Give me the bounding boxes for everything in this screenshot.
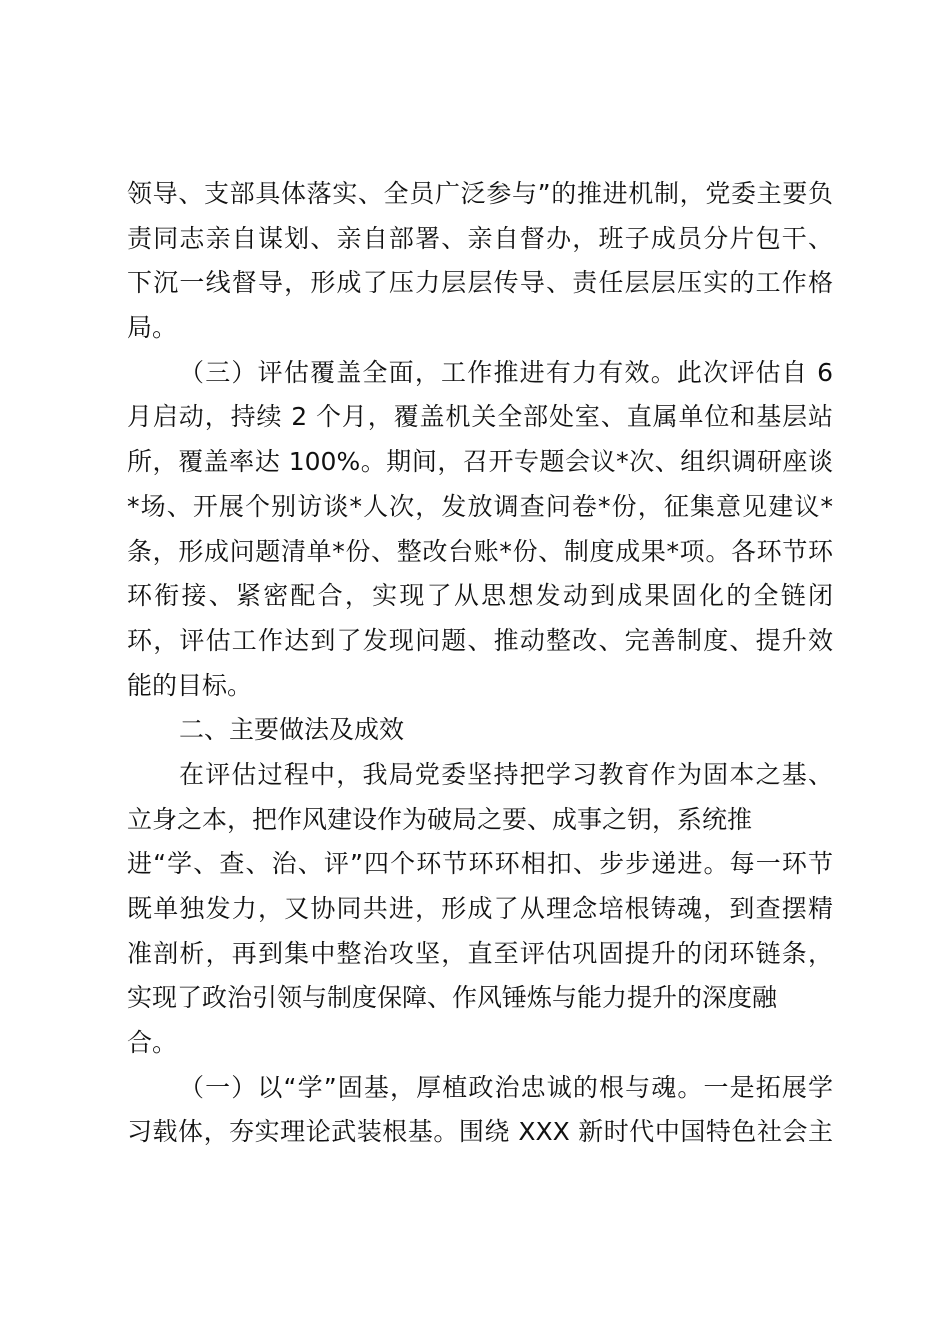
text-line: 所，覆盖率达 100%。期间，召开专题会议*次、组织调研座谈 bbox=[127, 447, 833, 477]
text-line: 局。 bbox=[127, 313, 178, 343]
text-line: 实现了政治引领与制度保障、作风锤炼与能力提升的深度融 bbox=[127, 983, 778, 1013]
text-line: 在评估过程中，我局党委坚持把学习教育作为固本之基、 bbox=[179, 759, 833, 789]
text-line: 下沉一线督导，形成了压力层层传导、责任层层压实的工作格 bbox=[127, 268, 833, 298]
text-line: 能的目标。 bbox=[127, 670, 253, 700]
text-line: 月启动，持续 2 个月，覆盖机关全部处室、直属单位和基层站 bbox=[127, 402, 833, 432]
text-line: 进“学、查、治、评”四个环节环环相扣、步步递进。每一环节 bbox=[127, 849, 833, 879]
text-line: 准剖析，再到集中整治攻坚，直至评估巩固提升的闭环链条， bbox=[127, 938, 833, 968]
text-line: 领导、支部具体落实、全员广泛参与”的推进机制，党委主要负 bbox=[127, 179, 833, 208]
text-line: *场、开展个别访谈*人次，发放调查问卷*份，征集意见建议* bbox=[127, 491, 833, 521]
text-line: 习载体，夯实理论武装根基。围绕 XXX 新时代中国特色社会主 bbox=[127, 1117, 833, 1147]
text-line: （一）以“学”固基，厚植政治忠诚的根与魂。一是拓展学 bbox=[179, 1072, 833, 1102]
text-line: 环衔接、紧密配合，实现了从思想发动到成果固化的全链闭 bbox=[127, 581, 833, 611]
document-body bbox=[127, 172, 833, 1155]
text-line: （三）评估覆盖全面，工作推进有力有效。此次评估自 6 bbox=[179, 357, 833, 387]
text-line: 合。 bbox=[127, 1028, 178, 1058]
text-line: 环，评估工作达到了发现问题、推动整改、完善制度、提升效 bbox=[127, 625, 833, 655]
text-line: 立身之本，把作风建设作为破局之要、成事之钥，系统推 bbox=[127, 804, 753, 834]
text-line: 既单独发力，又协同共进，形成了从理念培根铸魂，到查摆精 bbox=[127, 894, 833, 923]
text-line: 条，形成问题清单*份、整改台账*份、制度成果*项。各环节环 bbox=[127, 536, 833, 566]
text-line: 二、主要做法及成效 bbox=[179, 715, 405, 745]
text-line: 责同志亲自谋划、亲自部署、亲自督办，班子成员分片包干、 bbox=[127, 223, 833, 253]
